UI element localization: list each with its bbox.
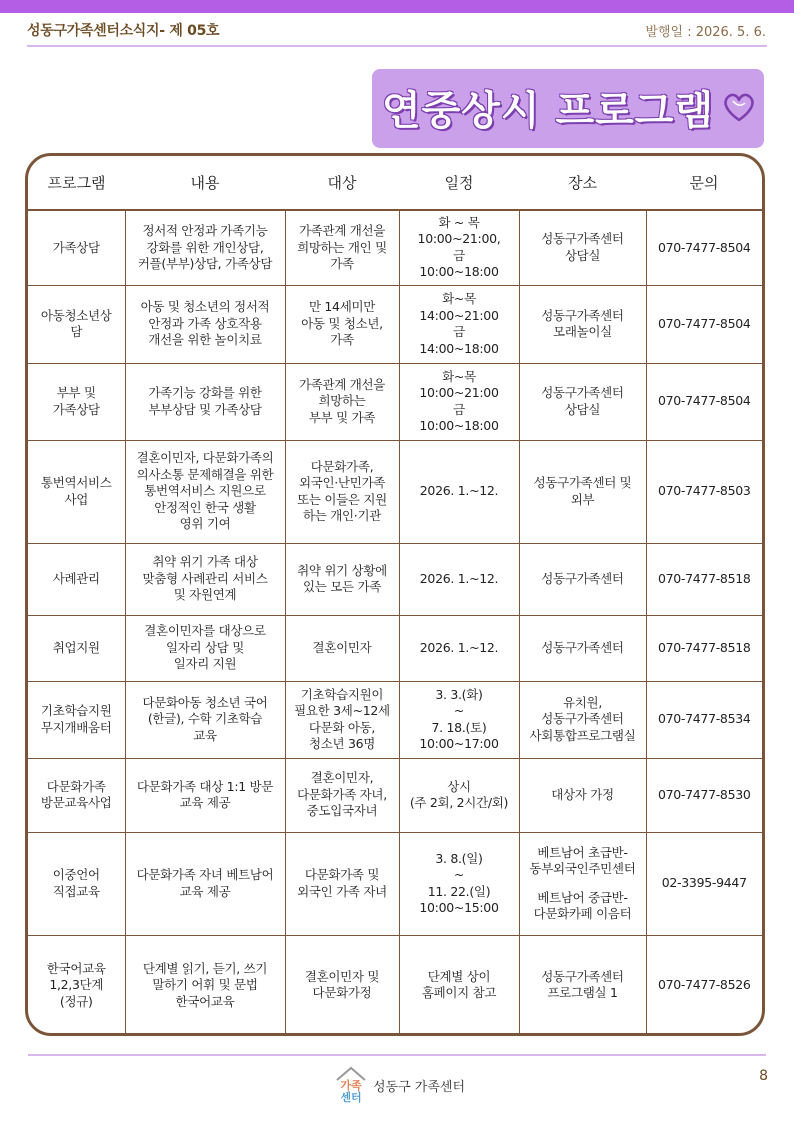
cell-line: 아동 및 청소년의 정서적 [140,299,270,315]
cell-line: 프로그램실 1 [547,985,618,1001]
cell-line: 커플(부부)상담, 가족상담 [137,256,273,271]
cell-line: 및 자원연계 [173,587,237,603]
cell-line: 10:00~17:00 [419,736,499,751]
table-row [28,440,762,543]
column-header: 문의 [646,156,762,210]
cell-line: 금 [453,324,465,339]
cell-line: 영위 기여 [179,516,231,532]
newsletter-title: 성동구가족센터소식지- 제 05호 [27,23,220,39]
cell-line: 성동구가족센터 [541,639,624,655]
cell-program [28,285,125,363]
cell-target [285,832,399,935]
cell-content [125,543,285,615]
cell-line: 10:00~21:00, [417,231,501,247]
cell-target [285,543,399,615]
cell-contact [646,935,762,1035]
cell-place [519,363,646,440]
table-row [28,681,762,758]
cell-line: 다문화가족, [310,458,374,474]
table-row [28,832,762,935]
cell-line: 무지개배움터 [40,719,112,735]
cell-line: 하는 개인·기관 [303,508,381,523]
cell-place [519,210,646,285]
cell-line: 가족관계 개선을 [298,223,386,238]
cell-line: 일자리 지원 [173,656,237,672]
cell-line: 다문화카페 이음터 [533,906,632,921]
cell-line: 상담실 [564,401,601,417]
cell-line: 직접교육 [52,883,100,899]
cell-contact [646,210,762,285]
cell-line: 3. 3.(화) [435,686,483,702]
cell-schedule [399,681,519,758]
cell-target [285,210,399,285]
cell-contact [646,758,762,832]
cell-line: 성동구가족센터 [541,231,624,247]
cell-line: 사회통합프로그램실 [529,727,636,743]
cell-line: 가족상담 [52,401,100,417]
cell-line: 11. 22.(일) [427,883,491,899]
cell-line: 상시 [447,778,471,794]
cell-line: 외부 [570,491,595,507]
cell-line: 홈페이지 참고 [421,985,497,1001]
cell-line: 베트남어 중급반- [537,889,628,905]
cell-target [285,440,399,543]
cell-program [28,615,125,681]
cell-line: 필요한 3세~12세 [294,703,390,718]
cell-line: 부부상담 및 가족상담 [148,401,262,417]
cell-line: 희망하는 [318,393,366,409]
cell-line: 다문화가족 자녀, [297,786,387,802]
cell-line: 사례관리 [52,570,100,586]
cell-line: 기초학습지원이 [300,686,384,702]
cell-line: 1,2,3단계 [49,977,104,992]
cell-line: 10:00~18:00 [419,264,499,280]
cell-line: 결혼이민자를 대상으로 [144,623,266,639]
cell-line: 10:00~15:00 [419,900,499,915]
header-divider [27,45,767,47]
cell-schedule [399,935,519,1035]
table-row [28,285,762,363]
cell-contact [646,615,762,681]
cell-schedule [399,363,519,440]
cell-line: 화~목 [442,291,476,306]
column-header: 일정 [399,156,519,210]
cell-program [28,363,125,440]
cell-line: 070-7477-8504 [657,315,751,331]
cell-place [519,543,646,615]
cell-line: 아동청소년상 [40,307,112,323]
cell-program [28,832,125,935]
cell-line: 방문교육사업 [40,795,112,810]
cell-line: 화 ~ 목 [438,214,480,230]
cell-schedule [399,832,519,935]
cell-line: 일자리 상담 및 [166,639,244,655]
logo-text: 가족 [340,1079,362,1092]
cell-line: 맞춤형 사례관리 서비스 [142,570,268,586]
cell-target [285,935,399,1035]
cell-line: 사업 [64,491,89,507]
cell-line: 3. 8.(일) [435,850,483,866]
cell-line: 결혼이민자 및 [304,968,380,984]
cell-line: 기초학습지원 [40,703,112,718]
cell-line: 상담실 [564,247,601,263]
cell-contact [646,285,762,363]
cell-line: 취업지원 [52,639,100,655]
cell-line: 070-7477-8534 [657,711,751,727]
cell-content [125,210,285,285]
cell-line: 베트남어 초급반- [537,844,628,860]
cell-line: (한글), 수학 기초학습 [147,711,263,727]
cell-line: 성동구가족센터 [541,968,624,984]
cell-contact [646,363,762,440]
cell-target [285,285,399,363]
cell-line: 070-7477-8526 [657,977,751,992]
cell-line: 070-7477-8518 [657,639,751,655]
cell-line: 결혼이민자, 다문화가족의 [136,450,274,466]
cell-line: 취약 위기 가족 대상 [152,554,258,570]
cell-program [28,681,125,758]
table-row [28,935,762,1035]
cell-line: 담 [70,324,83,339]
cell-target [285,758,399,832]
cell-contact [646,681,762,758]
cell-line: (주 2회, 2시간/회) [409,795,509,810]
cell-schedule [399,758,519,832]
cell-line: 안정적인 한국 생활 [154,499,256,515]
cell-line: 가족 [330,332,354,348]
cell-line: 다문화가정 [312,985,372,1001]
cell-line: 2026. 1.~12. [419,570,499,586]
cell-line: 통번역서비스 [40,475,112,490]
cell-line: 다문화 아동, [308,719,376,735]
cell-program [28,440,125,543]
cell-line: ~ [453,867,465,882]
program-table-frame [25,153,765,1036]
cell-line: 다문화가족 [46,778,106,794]
table-row [28,363,762,440]
family-center-logo [333,1064,369,1104]
cell-line: 성동구가족센터 [541,307,624,323]
cell-target [285,681,399,758]
cell-line: 부부 및 가족 [308,409,376,425]
cell-place [519,935,646,1035]
column-header: 프로그램 [28,156,125,210]
cell-line: 성동구가족센터 및 [533,475,632,490]
cell-place [519,681,646,758]
cell-line: 대상자 가정 [551,786,614,802]
cell-content [125,758,285,832]
table-row [28,615,762,681]
cell-line: 취약 위기 상황에 [297,562,387,578]
column-header: 대상 [285,156,399,210]
cell-line: 유치원, [563,694,602,710]
cell-schedule [399,615,519,681]
cell-place [519,615,646,681]
table-row [28,758,762,832]
cell-line: 만 14세미만 [308,299,376,315]
cell-line: 가족상담 [52,239,100,255]
cell-line: 아동 및 청소년, [301,315,383,331]
cell-line: 또는 이들은 지원 [297,491,387,507]
cell-contact [646,832,762,935]
logo-text: 센터 [340,1091,362,1104]
cell-line: 7. 18.(토) [431,719,487,735]
cell-line: 한국어교육 [46,960,106,976]
footer-center-name: 성동구 가족센터 [373,1080,466,1095]
cell-line: (정규) [59,993,93,1009]
cell-line: 단계별 읽기, 듣기, 쓰기 [142,960,268,976]
cell-line: 가족 [330,256,354,271]
cell-program [28,935,125,1035]
top-accent-bar [0,0,794,13]
cell-line: 가족기능 강화를 위한 [148,385,262,400]
cell-content [125,681,285,758]
table-header-row [28,156,762,210]
cell-line: 부부 및 [56,385,96,400]
cell-line: 있는 모든 가족 [303,579,381,594]
cell-content [125,363,285,440]
cell-line: 070-7477-8504 [657,239,751,255]
table-row [28,543,762,615]
title-banner [372,69,764,148]
cell-content [125,832,285,935]
cell-line: 결혼이민자 [312,639,372,655]
page-title: 연중상시 프로그램 [382,88,715,134]
cell-content [125,615,285,681]
cell-line: 다문화가족 대상 1:1 방문 [136,778,274,794]
cell-line: 의사소통 문제해결을 위한 [136,466,274,482]
cell-contact [646,543,762,615]
cell-line: 10:00~21:00 [419,385,499,400]
cell-program [28,758,125,832]
cell-line: 다문화아동 청소년 국어 [142,694,268,710]
cell-line: 가족관계 개선을 [298,376,386,392]
cell-line: 희망하는 개인 및 [297,239,387,255]
cell-target [285,363,399,440]
cell-content [125,285,285,363]
table-body [28,210,762,1035]
cell-schedule [399,210,519,285]
cell-line: 결혼이민자, [310,770,374,786]
cell-program [28,210,125,285]
cell-line: 금 [453,401,465,417]
cell-line: 모래놀이실 [553,324,612,339]
cell-content [125,440,285,543]
issue-date: 발행일 : 2026. 5. 6. [645,25,766,40]
cell-line: 말하기 어휘 및 문법 [152,977,258,992]
cell-line [523,878,643,890]
cell-line: 통번역서비스 지원으로 [144,483,266,499]
cell-line: 외국인 가족 자녀 [297,883,387,899]
cell-line: 10:00~18:00 [419,418,499,433]
column-header: 장소 [519,156,646,210]
cell-line: 성동구가족센터 [541,711,624,727]
cell-schedule [399,543,519,615]
cell-line: 화~목 [442,368,476,384]
cell-line: 성동구가족센터 [541,570,624,586]
cell-place [519,440,646,543]
cell-content [125,935,285,1035]
cell-line: 단계별 상이 [427,968,491,984]
cell-line: 14:00~18:00 [419,340,499,356]
cell-line: 성동구가족센터 [541,385,624,400]
cell-program [28,543,125,615]
table-row [28,210,762,285]
cell-target [285,615,399,681]
cell-line: 070-7477-8504 [657,393,751,409]
heart-icon [719,87,759,127]
cell-line: 청소년 36명 [308,736,376,751]
cell-line: 070-7477-8503 [657,483,751,499]
cell-line: 교육 제공 [179,795,231,810]
cell-place [519,832,646,935]
cell-line: 외국인·난민가족 [298,475,386,490]
cell-line: 070-7477-8530 [657,786,751,802]
cell-line: 2026. 1.~12. [419,639,499,655]
cell-contact [646,440,762,543]
cell-place [519,285,646,363]
cell-line: 교육 제공 [179,883,231,899]
page-number: 8 [759,1068,768,1084]
cell-line: 02-3395-9447 [661,875,747,891]
program-table [28,156,762,1035]
cell-schedule [399,285,519,363]
cell-line: 이중언어 [52,867,100,882]
cell-line: 14:00~21:00 [419,307,499,323]
cell-line: 다문화가족 및 [304,867,380,882]
cell-line: 금 [453,247,465,263]
cell-line: ~ [453,703,465,718]
column-header: 내용 [125,156,285,210]
cell-line: 교육 [193,727,217,743]
footer-divider [28,1054,766,1056]
cell-line: 2026. 1.~12. [419,483,499,499]
cell-line: 강화를 위한 개인상담, [146,239,264,255]
cell-line: 070-7477-8518 [657,570,751,586]
cell-line: 동부외국인주민센터 [529,861,636,876]
cell-line: 개선을 위한 놀이치료 [148,332,262,348]
cell-line: 한국어교육 [175,993,235,1009]
cell-line: 중도입국자녀 [306,803,378,819]
cell-line: 정서적 안정과 가족기능 [142,223,268,238]
cell-line: 안정과 가족 상호작용 [148,315,262,331]
cell-place [519,758,646,832]
cell-schedule [399,440,519,543]
cell-line: 다문화가족 자녀 베트남어 [136,867,274,882]
